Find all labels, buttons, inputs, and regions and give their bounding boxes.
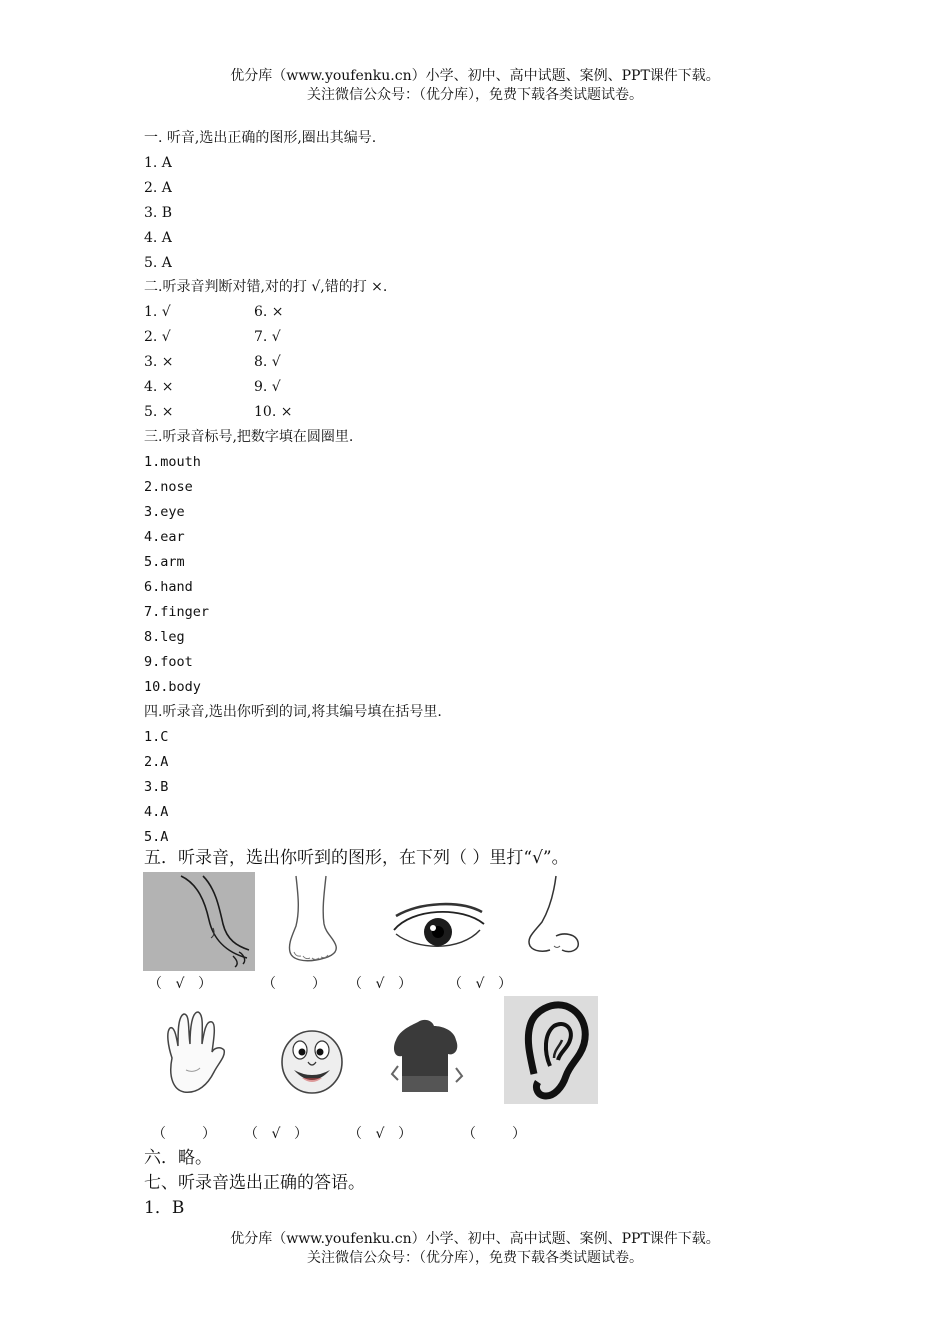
section1-answer: 3. B (144, 205, 173, 221)
eye-picture (390, 900, 488, 962)
section2-answer-left: 4. × (144, 379, 174, 395)
page-footer-line2: 关注微信公众号：（优分库），免费下载各类试题试卷。 (307, 1250, 643, 1266)
section4-answer: 3.B (144, 779, 169, 795)
foot-picture (278, 874, 350, 964)
face-picture (278, 1024, 346, 1096)
nose-picture (520, 874, 584, 958)
section3-answer: 9.foot (144, 654, 193, 670)
section3-answer: 8.leg (144, 629, 185, 645)
section2-answer-left: 2. √ (144, 329, 171, 345)
check-mark: √ (475, 976, 485, 992)
body-picture (390, 1016, 464, 1098)
section2-answer-right: 10. × (254, 404, 293, 420)
section3-answer: 3.eye (144, 504, 185, 520)
hand-picture (158, 1008, 230, 1100)
section3-answer: 7.finger (144, 604, 210, 620)
section2-answer-right: 6. × (254, 304, 284, 320)
page-header-line1: 优分库（www.youfenku.cn）小学、初中、高中试题、案例、PPT课件下载。 (230, 68, 720, 84)
row2-answer-2: （ √ ） (244, 1126, 308, 1142)
section1-answer: 4. A (144, 230, 172, 246)
row1-answer-1: （ √ ） (148, 976, 212, 992)
section3-title: 三.听录音标号,把数字填在圆圈里. (144, 429, 354, 445)
section3-answer: 4.ear (144, 529, 185, 545)
section3-answer: 5.arm (144, 554, 185, 570)
section4-title: 四.听录音,选出你听到的词,将其编号填在括号里. (144, 704, 442, 720)
section1-answer: 5. A (144, 255, 172, 271)
section1-answer: 1. A (144, 155, 172, 171)
row1-answer-2: （ ） (262, 976, 326, 992)
section4-answer: 2.A (144, 754, 169, 770)
row2-answer-1: （ ） (152, 1126, 216, 1142)
row1-answer-4: （ √ ） (448, 976, 512, 992)
section3-answer: 6.hand (144, 579, 193, 595)
arm-picture (143, 872, 255, 971)
section1-title: 一. 听音,选出正确的图形,圈出其编号. (144, 130, 377, 146)
section2-title: 二.听录音判断对错,对的打 √,错的打 ×. (144, 279, 388, 295)
check-mark: √ (375, 976, 385, 992)
section4-answer: 1.C (144, 729, 169, 745)
section2-answer-right: 9. √ (254, 379, 281, 395)
row2-answer-4: （ ） (462, 1126, 526, 1142)
row1-answer-3: （ √ ） (348, 976, 412, 992)
section2-answer-left: 1. √ (144, 304, 171, 320)
section5-title: 五．听录音，选出你听到的图形，在下列（ ）里打“√”。 (144, 848, 569, 868)
check-mark: √ (375, 1126, 385, 1142)
section2-answer-right: 8. √ (254, 354, 281, 370)
row2-answer-3: （ √ ） (348, 1126, 412, 1142)
section7-title: 七、听录音选出正确的答语。 (144, 1173, 365, 1193)
section4-answer: 5.A (144, 829, 169, 845)
section7-answer: 1．B (144, 1198, 185, 1218)
section2-answer-left: 5. × (144, 404, 174, 420)
section4-answer: 4.A (144, 804, 169, 820)
ear-picture (504, 996, 598, 1104)
section2-answer-right: 7. √ (254, 329, 281, 345)
page-header-line2: 关注微信公众号：（优分库），免费下载各类试题试卷。 (307, 87, 643, 103)
section2-answer-left: 3. × (144, 354, 174, 370)
check-mark: √ (271, 1126, 281, 1142)
section6-title: 六．略。 (144, 1148, 212, 1168)
section3-answer: 1.mouth (144, 454, 201, 470)
section3-answer: 10.body (144, 679, 201, 695)
section3-answer: 2.nose (144, 479, 193, 495)
page-footer-line1: 优分库（www.youfenku.cn）小学、初中、高中试题、案例、PPT课件下载。 (230, 1231, 720, 1247)
section1-answer: 2. A (144, 180, 172, 196)
check-mark: √ (175, 976, 185, 992)
